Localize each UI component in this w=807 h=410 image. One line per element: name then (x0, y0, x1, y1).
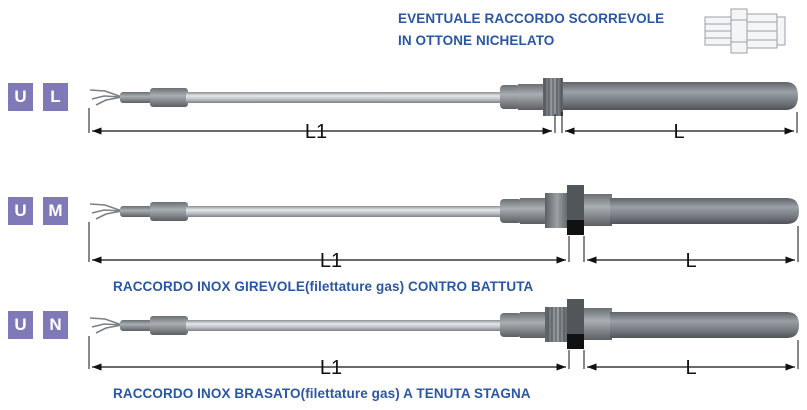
badge-row3-letter1: U (8, 311, 33, 339)
seal-um (567, 220, 584, 235)
badge-row1-letter2: L (43, 83, 68, 111)
probe-um (89, 185, 799, 272)
lead-bush-ul (120, 92, 152, 103)
transition-ul (500, 85, 520, 109)
lead-bush-um (120, 206, 152, 217)
ferrule-ul (150, 88, 188, 107)
sliding-fitting-icon (705, 9, 785, 53)
wires-um (90, 204, 122, 219)
tube-ul (186, 92, 502, 103)
transition-um (500, 199, 522, 223)
dim-l1-um: L1 (319, 250, 343, 272)
badge-row1-letter1: U (8, 83, 33, 111)
seal-un (567, 334, 584, 349)
badge-row3-letter2: N (43, 311, 68, 339)
tube-um (186, 206, 502, 217)
badge-row2-letter1: U (8, 197, 33, 225)
probe-un (89, 299, 799, 379)
ferrule-un (150, 316, 188, 335)
transition-un (500, 313, 522, 337)
wires-un (90, 318, 122, 333)
sheath-um (610, 198, 799, 224)
sheath-un (610, 312, 799, 338)
tube-un (186, 320, 502, 331)
thread-um (545, 193, 569, 228)
wires-ul (90, 90, 122, 105)
badge-row2-letter2: M (43, 197, 68, 225)
note-brazed-fitting: RACCORDO INOX BRASATO(filettature gas) A TENUTA STAGNA (113, 386, 531, 401)
dim-l1-ul: L1 (304, 121, 328, 143)
dim-l-un: L (685, 357, 697, 379)
dim-l1-un: L1 (319, 357, 343, 379)
dim-l-um: L (685, 250, 697, 272)
lead-bush-un (120, 320, 152, 331)
sheath-ul (563, 82, 798, 110)
ferrule-um (150, 202, 188, 221)
dim-l-ul: L (673, 121, 685, 143)
note-swivel-fitting: RACCORDO INOX GIREVOLE(filettature gas) CONTRO BATTUTA (113, 279, 534, 294)
probe-ul (89, 78, 798, 143)
thread-un (545, 307, 569, 342)
note-sliding-fitting-line2: IN OTTONE NICHELATO (398, 33, 555, 48)
note-sliding-fitting-line1: EVENTUALE RACCORDO SCORREVOLE (398, 11, 665, 26)
thread-ul (543, 78, 563, 116)
